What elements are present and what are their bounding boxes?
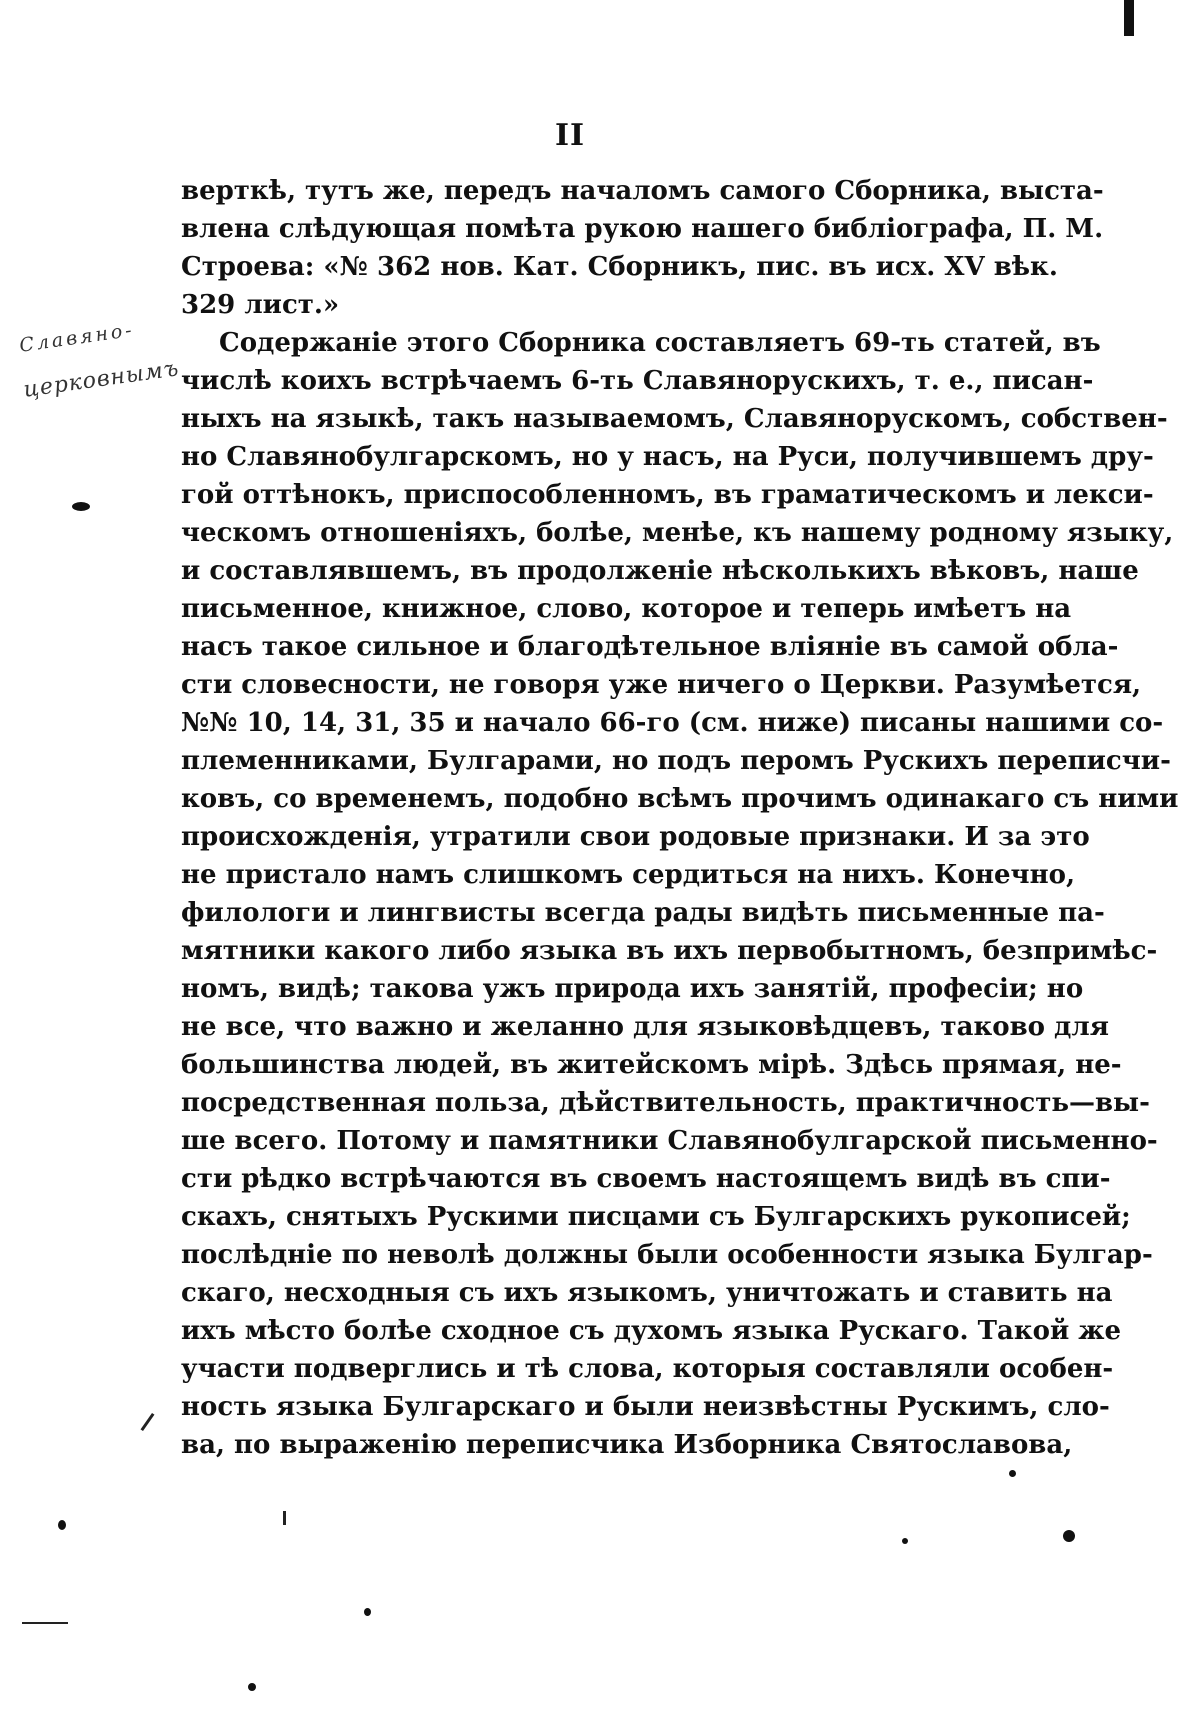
text-line: ческомъ отношеніяхъ, болѣе, менѣе, къ нашему родному языку,	[181, 518, 1174, 548]
text-line: сти рѣдко встрѣчаются въ своемъ настоящемъ видѣ въ спи-	[181, 1164, 1111, 1194]
text-line: числѣ коихъ встрѣчаемъ 6-ть Славянорускихъ, т. е., писан-	[181, 366, 1094, 396]
text-line: посредственная польза, дѣйствительность, практичность—вы-	[181, 1088, 1150, 1118]
text-line: но Славянобулгарскомъ, но у насъ, на Руси, получившемъ дру-	[181, 442, 1154, 472]
body-text	[181, 172, 1178, 1464]
paragraph-start-line: Содержаніе этого Сборника составляетъ 69-ть статей, въ	[219, 328, 1101, 358]
text-line: №№ 10, 14, 31, 35 и начало 66-го (см. ниже) писаны нашими со-	[181, 708, 1164, 738]
text-line: мятники какого либо языка въ ихъ первобытномъ, безпримѣс-	[181, 936, 1158, 966]
scan-speck	[364, 1608, 371, 1616]
scan-speck	[58, 1520, 66, 1530]
handwritten-margin-note: церковнымъ	[22, 356, 181, 403]
scan-speck	[902, 1538, 908, 1544]
text-line: влена слѣдующая помѣта рукою нашего библіографа, П. М.	[181, 214, 1104, 244]
text-line: и составлявшемъ, въ продолженіе нѣсколькихъ вѣковъ, наше	[181, 556, 1139, 586]
text-line: не все, что важно и желанно для языковѣдцевъ, таково для	[181, 1012, 1109, 1042]
scan-mark	[283, 1511, 286, 1525]
text-line: насъ такое сильное и благодѣтельное вліяніе въ самой обла-	[181, 632, 1119, 662]
scan-mark	[141, 1413, 155, 1431]
text-line: ва, по выраженію переписчика Изборника Святославова,	[181, 1430, 1073, 1460]
text-line: ихъ мѣсто болѣе сходное съ духомъ языка Рускаго. Такой же	[181, 1316, 1122, 1346]
text-line: Строева: «№ 362 нов. Кат. Сборникъ, пис. въ исх. XV вѣк.	[181, 252, 1058, 282]
text-line: сти словесности, не говоря уже ничего о Церкви. Разумѣется,	[181, 670, 1142, 700]
text-line: верткѣ, тутъ же, передъ началомъ самого Сборника, выста-	[181, 176, 1104, 206]
text-line: гой оттѣнокъ, приспособленномъ, въ граматическомъ и лекси-	[181, 480, 1154, 510]
text-line: филологи и лингвисты всегда рады видѣть письменные па-	[181, 898, 1105, 928]
text-line: ность языка Булгарскаго и были неизвѣстны Рускимъ, сло-	[181, 1392, 1110, 1422]
text-line: скаго, несходныя съ ихъ языкомъ, уничтожать и ставить на	[181, 1278, 1113, 1308]
text-line: номъ, видѣ; такова ужъ природа ихъ занятій, професіи; но	[181, 974, 1084, 1004]
text-line: ныхъ на языкѣ, такъ называемомъ, Славянорускомъ, собствен-	[181, 404, 1168, 434]
text-line: 329 лист.»	[181, 290, 340, 320]
text-line: участи подверглись и тѣ слова, которыя составляли особен-	[181, 1354, 1114, 1384]
page-number: II	[554, 118, 586, 153]
scan-speck	[248, 1683, 256, 1691]
scan-mark	[22, 1622, 68, 1624]
text-line: скахъ, снятыхъ Рускими писцами съ Булгарскихъ рукописей;	[181, 1202, 1131, 1232]
scan-edge-mark	[1124, 0, 1134, 36]
text-line: большинства людей, въ житейскомъ мірѣ. Здѣсь прямая, не-	[181, 1050, 1122, 1080]
text-line: послѣдніе по неволѣ должны были особенности языка Булгар-	[181, 1240, 1153, 1270]
text-line: письменное, книжное, слово, которое и теперь имѣетъ на	[181, 594, 1072, 624]
scan-speck	[72, 502, 90, 511]
text-line: племенниками, Булгарами, но подъ перомъ Рускихъ переписчи-	[181, 746, 1171, 776]
text-line: ше всего. Потому и памятники Славянобулгарской письменно-	[181, 1126, 1158, 1156]
scan-speck	[1063, 1530, 1075, 1542]
scan-speck	[1009, 1470, 1016, 1477]
text-line: ковъ, со временемъ, подобно всѣмъ прочимъ одинакаго съ ними	[181, 784, 1178, 814]
text-line: происхожденія, утратили свои родовые признаки. И за это	[181, 822, 1090, 852]
handwritten-margin-note: Славяно-	[18, 318, 136, 357]
text-line: не пристало намъ слишкомъ сердиться на нихъ. Конечно,	[181, 860, 1076, 890]
